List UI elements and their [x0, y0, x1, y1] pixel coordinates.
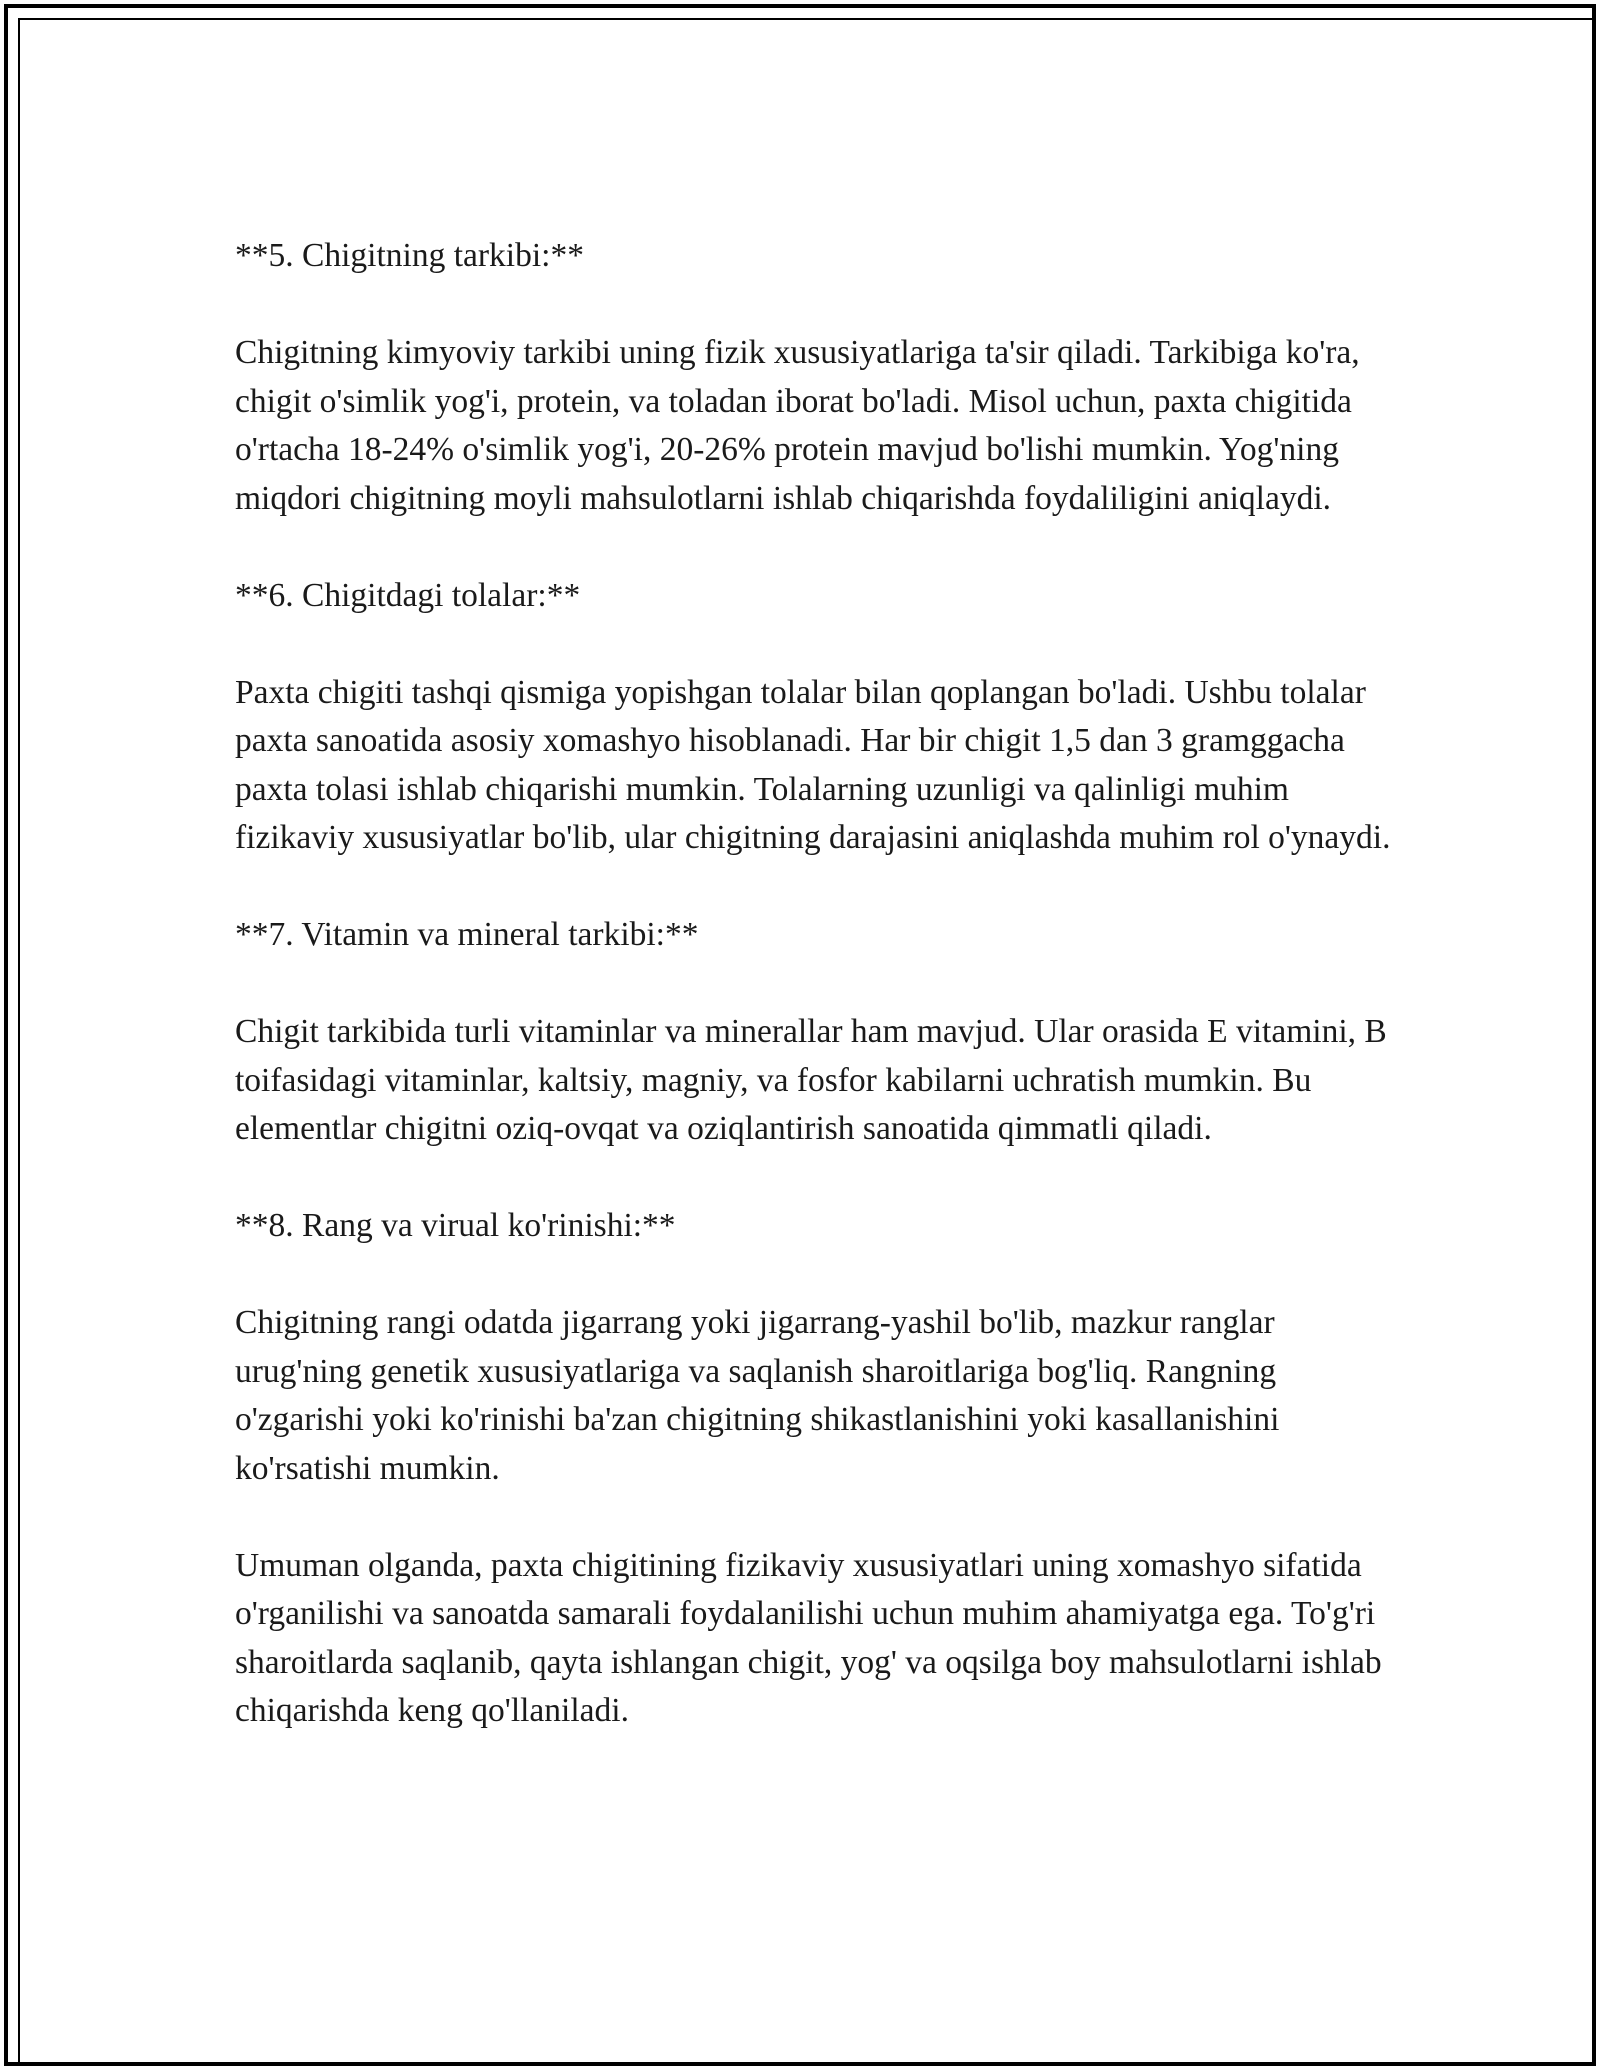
paragraph-color: Chigitning rangi odatda jigarrang yoki jigarrang-yashil bo'lib, mazkur ranglar urug'ning genetik xususiyatlariga va saqlanish sharoitlariga bog'liq. Rangning o'zgarishi yoki ko'rinishi ba'zan chigitning shikastlanishini yoki kasallanishini ko'rsatishi mumkin.: [235, 1304, 1280, 1487]
paragraph-conclusion: Umuman olganda, paxta chigitining fizikaviy xususiyatlari uning xomashyo sifatida o'rganilishi va sanoatda samarali foydalanilishi uchun muhim ahamiyatga ega. To'g'ri sharoitlarda saqlanib, qayta ishlangan chigit, yog' va oqsilga boy mahsulotlarni ishlab chiqarishda keng qo'llaniladi.: [235, 1546, 1382, 1729]
paragraph-fibers: Paxta chigiti tashqi qismiga yopishgan tolalar bilan qoplangan bo'ladi. Ushbu tolalar paxta sanoatida asosiy xomashyo hisoblanadi. Har bir chigit 1,5 dan 3 gramggacha paxta tolasi ishlab chiqarishi mumkin. Tolalarning uzunligi va qalinligi muhim fizikaviy xususiyatlar bo'lib, ular chigitning darajasini aniqlashda muhim rol o'ynaydi.: [235, 673, 1391, 856]
paragraph-composition: Chigitning kimyoviy tarkibi uning fizik xususiyatlariga ta'sir qiladi. Tarkibiga ko'ra, chigit o'simlik yog'i, protein, va toladan iborat bo'ladi. Misol uchun, paxta chigitida o'rtacha 18-24% o'simlik yog'i, 20-26% protein mavjud bo'lishi mumkin. Yog'ning miqdori chigitning moyli mahsulotlarni ishlab chiqarishda foydaliligini aniqlaydi.: [235, 334, 1360, 517]
paragraph-vitamins: Chigit tarkibida turli vitaminlar va minerallar ham mavjud. Ular orasida E vitamini, B toifasidagi vitaminlar, kaltsiy, magniy, va fosfor kabilarni uchratish mumkin. Bu elementlar chigitni oziq-ovqat va oziqlantirish sanoatida qimmatli qiladi.: [235, 1013, 1387, 1147]
section-heading-color: **8. Rang va virual ko'rinishi:**: [235, 1207, 676, 1244]
section-heading-composition: **5. Chigitning tarkibi:**: [235, 237, 584, 274]
section-heading-vitamins: **7. Vitamin va mineral tarkibi:**: [235, 916, 699, 953]
section-heading-fibers: **6. Chigitdagi tolalar:**: [235, 576, 581, 614]
document-body: [235, 232, 1395, 1784]
